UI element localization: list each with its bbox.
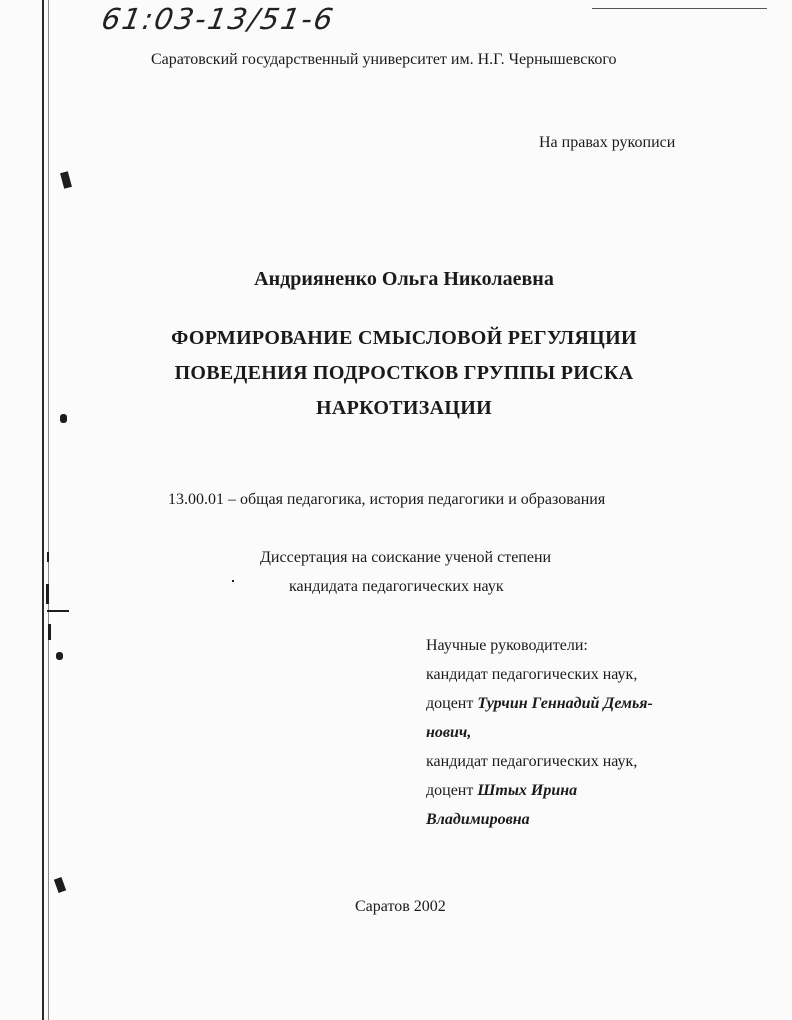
title-line-3: НАРКОТИЗАЦИИ [316, 397, 492, 419]
supervisor-1-degree: кандидат педагогических наук, [426, 666, 638, 683]
university-name: Саратовский государственный университет им. Н.Г. Чернышевского [151, 51, 617, 68]
title-line-1: ФОРМИРОВАНИЕ СМЫСЛОВОЙ РЕГУЛЯЦИИ [171, 327, 637, 349]
supervisor-2-line [426, 776, 653, 805]
supervisor-1-name: Турчин Геннадий Демья- [477, 695, 653, 712]
scan-top-rule [592, 8, 767, 9]
scan-speck [47, 610, 69, 612]
author-name: Андрияненко Ольга Николаевна [254, 268, 554, 290]
supervisor-1-title: доцент [426, 695, 474, 712]
supervisor-1-line [426, 689, 653, 718]
scan-speck [60, 171, 72, 189]
scan-speck [56, 652, 63, 660]
city-year: Саратов 2002 [355, 898, 446, 915]
scan-binding-line [42, 0, 44, 1020]
manuscript-rights: На правах рукописи [539, 134, 676, 151]
scan-speck [46, 584, 49, 604]
archive-code: 61:03-13/51-6 [99, 2, 338, 36]
scan-speck [54, 877, 66, 893]
supervisor-2-name: Штых Ирина [477, 782, 578, 799]
supervisor-2-degree: кандидат педагогических наук, [426, 753, 638, 770]
scan-speck [48, 624, 51, 640]
supervisor-1-name-continued: нович, [426, 724, 472, 741]
scan-speck [47, 552, 49, 562]
specialty-code: 13.00.01 – общая педагогика, история педагогики и образования [168, 491, 606, 508]
degree-line-2: кандидата педагогических наук [289, 578, 504, 595]
scan-binding-line-thin [48, 0, 49, 1020]
supervisors-block [426, 631, 653, 834]
degree-line-1: Диссертация на соискание ученой степени [260, 549, 552, 566]
scan-speck [232, 580, 234, 582]
supervisor-2-name-continued: Владимировна [426, 811, 530, 828]
supervisors-heading: Научные руководители: [426, 637, 588, 654]
title-line-2: ПОВЕДЕНИЯ ПОДРОСТКОВ ГРУППЫ РИСКА [174, 362, 634, 384]
supervisor-2-title: доцент [426, 782, 474, 799]
